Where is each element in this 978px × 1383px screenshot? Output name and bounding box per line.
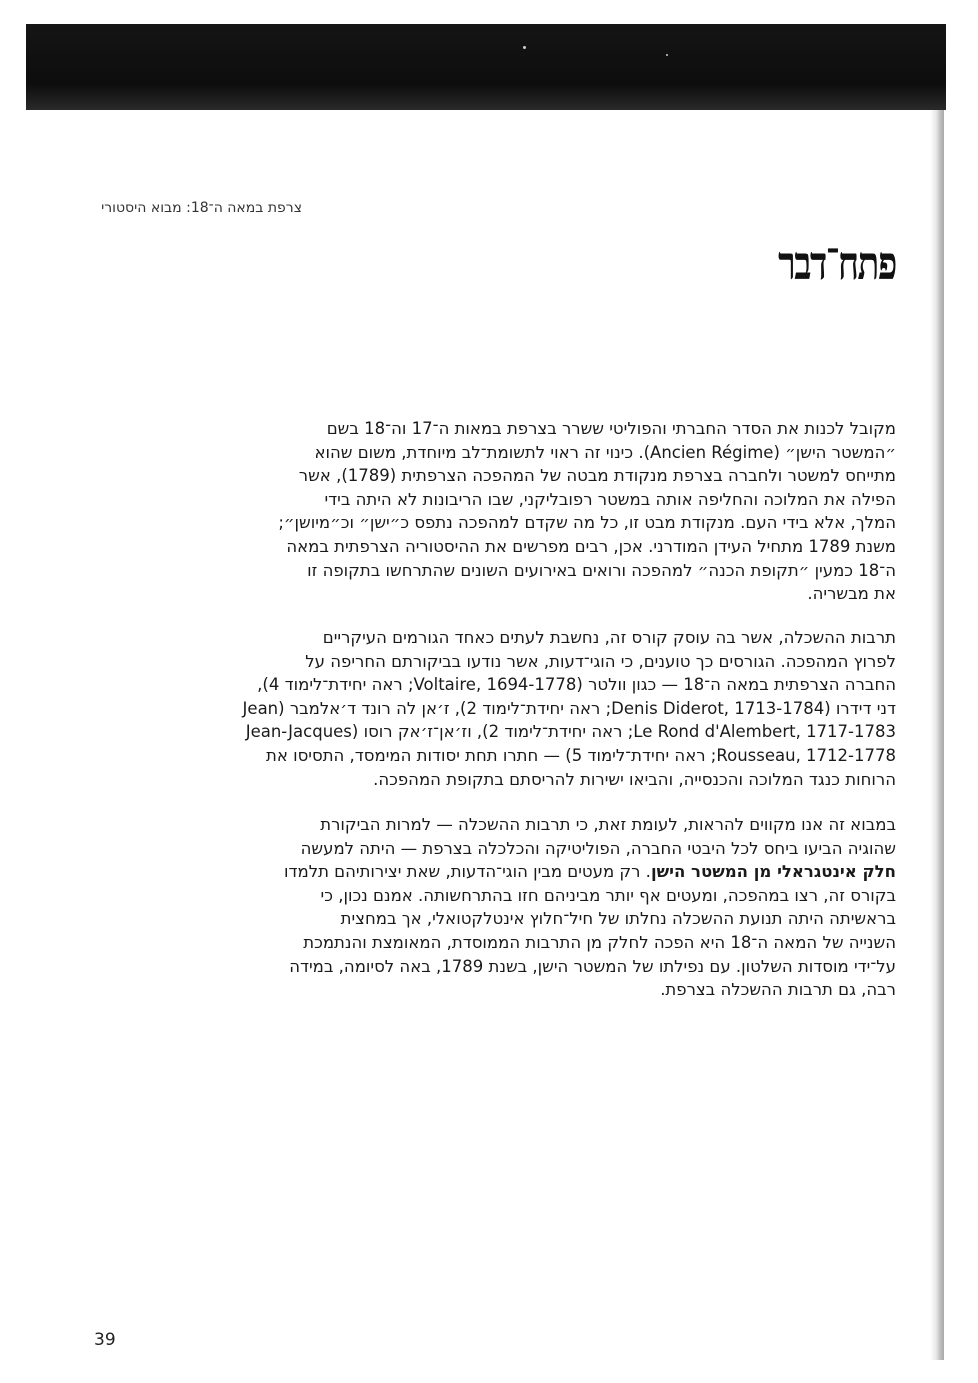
paragraph-2 (242, 626, 896, 791)
paragraph-line-rest: . רק מעטים מבין הוגי־הדעות, שאת יצירותיהם תלמדו (283, 862, 651, 882)
chapter-title: פתח־דבר (778, 236, 896, 290)
scan-top-dark-band (26, 24, 946, 110)
emphasized-phrase: חלק אינטגראלי מן המשטר הישן (650, 862, 896, 882)
paragraph-line: תרבות ההשכלה, אשר בה עוסק קורס זה, נחשבת לעתים כאחד הגורמים העיקריים (322, 628, 896, 647)
paragraph-line: Rousseau, 1712-1778; ראה יחידת־לימוד 5) — חתרו תחת יסודות המימסד, התסיסו את (265, 745, 896, 765)
paragraph-line: ה־18 כמעין ״תקופת הכנה״ למהפכה ורואים באירועים השונים שהתרחשו בתקופה זו (307, 560, 896, 580)
scan-speck (523, 46, 526, 49)
paragraph-line: Le Rond d'Alembert, 1717-1783; ראה יחידת־לימוד 2), וז׳אן־ז׳אק רוסו (Jean-Jacques (245, 722, 896, 742)
paragraph-1 (278, 417, 896, 606)
paragraph-line: לפרוץ המהפכה. הגורסים כך טוענים, כי הוגי־דעות, אשר נודעו בביקורתם החריפה על (305, 651, 896, 671)
running-head: צרפת במאה ה־18: מבוא היסטורי (101, 200, 302, 216)
paragraph-line: על־ידי מוסדות השלטון. עם נפילתו של המשטר הישן, בשנת 1789, באה לסיומה, במידה (289, 956, 896, 976)
paragraph-line: הפילה את המלוכה והחליפה אותה במשטר רפובליקני, שבו הריבונות לא היתה בידי (324, 489, 896, 509)
paragraph-line: המלך, אלא בידי העם. מנקודת מבט זו, כל מה שקדם למהפכה נתפס כ״ישן״ וכ״מיושן״; (278, 513, 896, 533)
paragraph-line: בקורס זה, רצו במהפכה, ומעטים אף יותר מביניהם חזו בהתרחשותה. אמנם נכון, כי (320, 885, 896, 905)
paragraph-3 (283, 813, 896, 1002)
paragraph-line: משנת 1789 מתחיל העידן המודרני. אכן, רבים מפרשים את ההיסטוריה הצרפתית במאה (286, 536, 896, 556)
paragraph-line-with-emphasis (283, 860, 896, 884)
paragraph-line: הרוחות כנגד המלוכה והכנסייה, והביאו ישירות להריסתם בתקופת המהפכה. (373, 769, 896, 789)
paragraph-line: מתייחס למשטר ולחברה בצרפת מנקודת מבטה של המהפכה הצרפתית (1789), אשר (298, 466, 896, 486)
paragraph-line: ״המשטר הישן״ (Ancien Régime). כינוי זה ראוי לתשומת־לב מיוחדת, משום שהוא (314, 442, 896, 462)
paragraph-line: השנייה של המאה ה־18 היא הפכה לחלק מן התרבות הממוסדת, המאומצת והנתמכת (303, 932, 896, 952)
paragraph-line: בראשיתה היתה תנועת ההשכלה נחלתו של חיל־חלוץ אינטלקטואלי, אך במחצית (340, 909, 896, 929)
paragraph-line: החברה הצרפתית במאה ה־18 — כגון וולטר (Voltaire, 1694-1778; ראה יחידת־לימוד 4), (257, 675, 896, 695)
paragraph-line: מקובל לכנות את הסדר החברתי והפוליטי ששרר בצרפת במאות ה־17 וה־18 בשם (326, 419, 896, 438)
page-number: 39 (94, 1330, 116, 1350)
paragraph-line: את מבשריה. (807, 584, 896, 604)
scan-speck (666, 54, 668, 56)
paragraph-line: במבוא זה אנו מקווים להראות, לעומת זאת, כי תרבות ההשכלה — למרות הביקורת (320, 815, 896, 834)
paragraph-line: רבה, גם תרבות ההשכלה בצרפת. (660, 980, 896, 1000)
scan-page-edge-shadow (930, 110, 944, 1360)
paragraph-line: דני דידרו (Denis Diderot, 1713-1784; ראה יחידת־לימוד 2), ז׳אן לה רונד ד׳אלמבר (Jean (242, 698, 896, 718)
paragraph-line: שהוגיה הביעו ביחס לכל היבטי החברה, הפוליטיקה והכלכלה בצרפת — היתה למעשה (300, 838, 896, 858)
